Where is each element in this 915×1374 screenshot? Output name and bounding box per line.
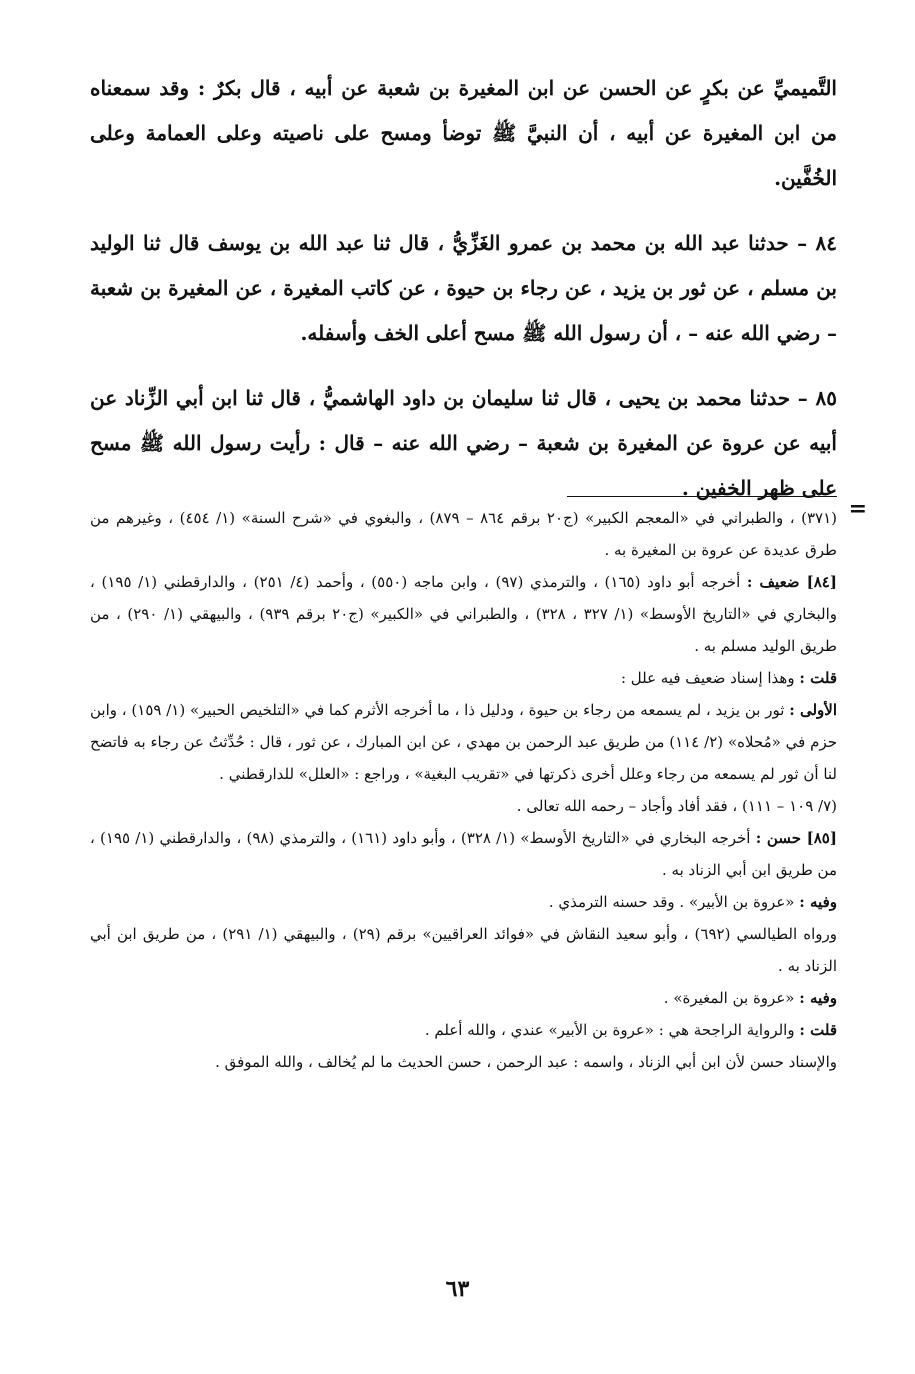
footnote-line <box>90 822 837 886</box>
footnote-tag: وفيه : <box>799 893 837 911</box>
footnote-text: «عروة بن الأبير» . وقد حسنه الترمذي . <box>548 893 795 911</box>
footnote-continuation-mark: = <box>848 496 867 522</box>
page-number: ٦٣ <box>445 1276 470 1302</box>
footnote-text: والإسناد حسن لأن ابن أبي الزناد ، واسمه : عبد الرحمن ، حسن الحديث ما لم يُخالف ، والله الموفق . <box>215 1053 837 1071</box>
paragraph-continuation: التَّميميِّ عن بكرٍ عن الحسن عن ابن المغيرة بن شعبة عن أبيه ، قال بكرٌ : وقد سمعناه من ابن المغيرة عن أبيه ، أن النبيَّ ﷺ توضأ ومسح على ناصيته وعلى العمامة وعلى الخُفَّين. <box>90 76 837 190</box>
footnote-tag: [٨٤] ضعيف : <box>746 573 837 591</box>
footnote-line <box>90 662 837 694</box>
footnote-text: «عروة بن المغيرة» . <box>663 989 795 1007</box>
hadith-85: ٨٥ – حدثنا محمد بن يحيى ، قال ثنا سليمان بن داود الهاشميُّ ، قال ثنا ابن أبي الزِّناد عن أبيه عن عروة عن المغيرة بن شعبة – رضي الله عنه – قال : رأيت رسول الله ﷺ مسح على ظهر الخفين . <box>90 386 837 500</box>
footnote-text: والرواية الراجحة هي : «عروة بن الأبير» عندي ، والله أعلم . <box>424 1021 795 1039</box>
footnote-line <box>90 694 837 790</box>
footnote-line <box>90 886 837 918</box>
footnotes <box>90 502 837 1078</box>
footnote-text: أخرجه البخاري في «التاريخ الأوسط» (١/ ٣٢٨) ، وأبو داود (١٦١) ، والترمذي (٩٨) ، والدارقطني (١/ ١٩٥) ، من طريق ابن أبي الزناد به . <box>90 829 837 879</box>
main-text <box>90 66 837 531</box>
hadith-84: ٨٤ – حدثنا عبد الله بن محمد بن عمرو الغَزِّيُّ ، قال ثنا عبد الله بن يوسف قال ثنا الوليد بن مسلم ، عن ثور بن يزيد ، عن رجاء بن حيوة ، عن كاتب المغيرة ، عن المغيرة بن شعبة – رضي الله عنه – ، أن رسول الله ﷺ مسح أعلى الخف وأسفله. <box>90 231 837 345</box>
footnote-tag: [٨٥] حسن : <box>755 829 837 847</box>
footnote-line <box>90 566 837 662</box>
footnote-line <box>90 502 837 566</box>
footnote-tag: الأولى : <box>789 701 838 719</box>
footnote-tag: قلت : <box>799 1021 837 1039</box>
footnote-text: ورواه الطيالسي (٦٩٢) ، وأبو سعيد النقاش في «فوائد العراقيين» برقم (٢٩) ، والبيهقي (١/ ٢٩١) ، من طريق ابن أبي الزناد به . <box>90 925 837 975</box>
footnote-text: وهذا إسناد ضعيف فيه علل : <box>620 669 795 687</box>
footnote-text: ثور بن يزيد ، لم يسمعه من رجاء بن حيوة ، ودليل ذا ، ما أخرجه الأثرم كما في «التلخيص الحبير» (١/ ١٥٩) ، وابن حزم في «مُحلاه» (٢/ ١١٤) من طريق عبد الرحمن بن مهدي ، عن ابن المبارك ، عن ثور ، قال : حُدِّثتُ عن رجاء به فاتضح لنا أن ثور لم يسمعه من رجاء وعلل أخرى ذكرتها في «تقريب البغية» ، وراجع : «العلل» للدارقطني . <box>90 701 838 783</box>
footnote-line <box>90 982 837 1014</box>
footnote-line <box>90 1014 837 1046</box>
footnote-tag: وفيه : <box>799 989 837 1007</box>
footnote-line <box>90 918 837 982</box>
footnote-text: (٣٧١) ، والطبراني في «المعجم الكبير» (ج٢٠ برقم ٨٦٤ – ٨٧٩) ، والبغوي في «شرح السنة» (١/ ٤٥٤) ، وغيرهم من طرق عديدة عن عروة بن المغيرة به . <box>90 509 838 559</box>
footnote-text: أخرجه أبو داود (١٦٥) ، والترمذي (٩٧) ، وابن ماجه (٥٥٠) ، وأحمد (٤/ ٢٥١) ، والدارقطني (١/ ١٩٥) ، والبخاري في «التاريخ الأوسط» (١/ ٣٢٧ ، ٣٢٨) ، والطبراني في «الكبير» (ج٢٠ برقم ٩٣٩) ، والبيهقي (١/ ٢٩٠) ، من طريق الوليد مسلم به . <box>90 573 838 655</box>
footnote-line <box>90 1046 837 1078</box>
footnote-divider <box>567 496 837 497</box>
footnote-line <box>90 790 837 822</box>
footnote-text: (٧/ ١٠٩ – ١١١) ، فقد أفاد وأجاد – رحمه الله تعالى . <box>516 797 837 815</box>
footnote-tag: قلت : <box>799 669 837 687</box>
